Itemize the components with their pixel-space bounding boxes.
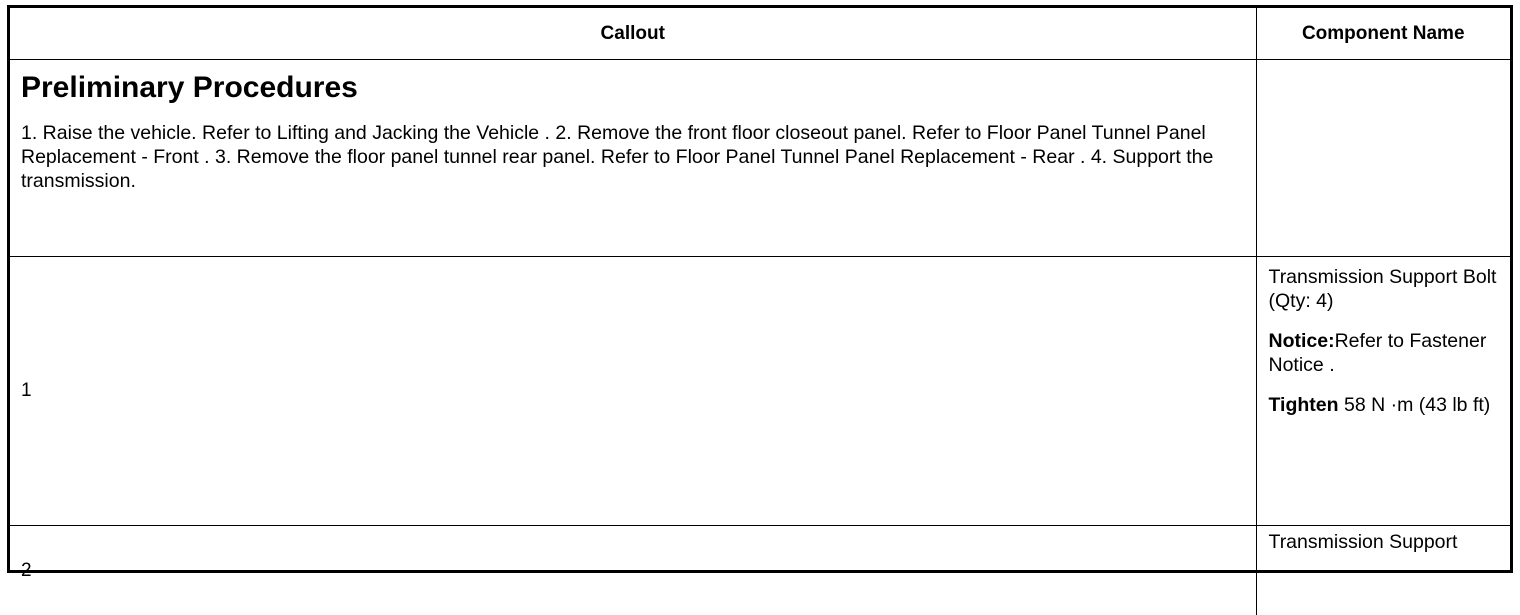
notice-label: Notice: [1269, 330, 1335, 352]
component-cell [1256, 257, 1510, 526]
procedure-table-frame [7, 5, 1513, 573]
callout-header: Callout [10, 8, 1256, 60]
tighten-spec: 58 N ·m (43 lb ft) [1339, 394, 1491, 416]
preliminary-title: Preliminary Procedures [21, 70, 1244, 106]
procedure-table [10, 8, 1510, 615]
component-name-header: Component Name [1256, 8, 1510, 60]
component-name: Transmission Support [1269, 530, 1503, 554]
notice-text: Refer to Fastener Notice . [1269, 330, 1487, 376]
preliminary-component-cell [1256, 60, 1510, 257]
callout-cell: 2 [10, 526, 1256, 615]
notice-line [1269, 329, 1503, 377]
preliminary-cell [10, 60, 1256, 257]
tighten-label: Tighten [1269, 394, 1339, 416]
tighten-line [1269, 393, 1503, 417]
preliminary-text: 1. Raise the vehicle. Refer to Lifting and Jacking the Vehicle . 2. Remove the front floor closeout panel. Refer to Floor Panel Tunnel Panel Replacement - Front . 3. Remove the floor panel tunnel rear panel. Refer to Floor Panel Tunnel Panel Replacement - Rear . 4. Support the transmission. [21, 121, 1244, 193]
callout-cell: 1 [10, 257, 1256, 526]
header-row [10, 8, 1510, 60]
preliminary-row [10, 60, 1510, 257]
table-row [10, 526, 1510, 615]
component-name: Transmission Support Bolt (Qty: 4) [1269, 265, 1503, 313]
table-row [10, 257, 1510, 526]
component-cell [1256, 526, 1510, 615]
